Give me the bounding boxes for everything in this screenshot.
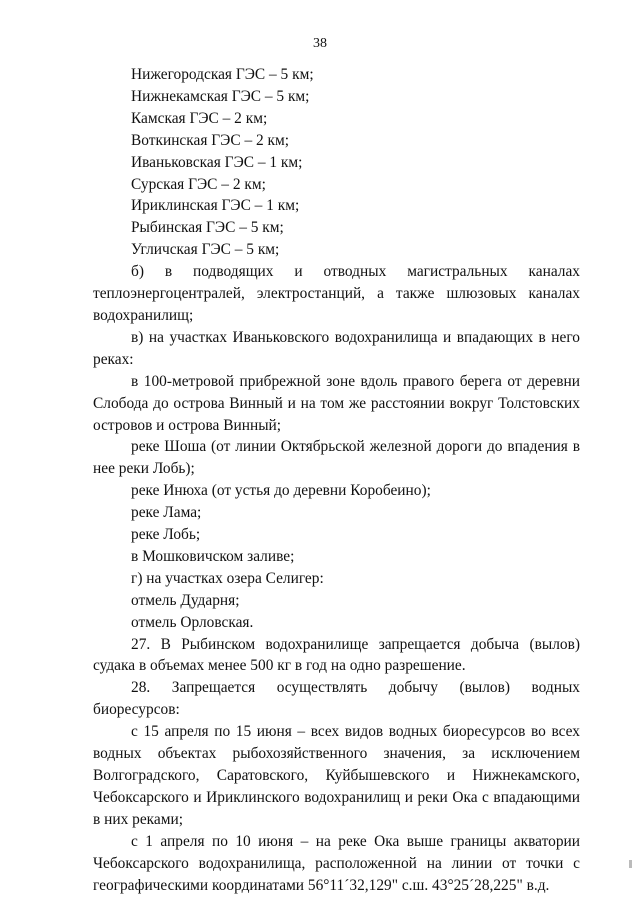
list-item: Нижегородская ГЭС – 5 км;: [131, 66, 314, 83]
paragraph-zone: в 100-метровой прибрежной зоне вдоль правого берега от деревни Слобода до острова Винный и на том же расстоянии вокруг Толстовских островов и острова Винный;: [93, 372, 580, 434]
document-body: [93, 64, 580, 896]
paragraph-28: 28. Запрещается осуществлять добычу (вылов) водных биоресурсов:: [93, 679, 580, 719]
paragraph-apr15: с 15 апреля по 15 июня – всех видов водных биоресурсов во всех водных объектах рыбохозяйственного значения, за исключением Волгоградского, Саратовского, Куйбышевского и Нижнекамского, Чебоксарского и Ириклинского водохранилищ и реки Ока с впадающими в них реками;: [93, 723, 580, 828]
list-item: отмель Дударня;: [131, 591, 240, 609]
paragraph-apr1: с 1 апреля по 10 июня – на реке Ока выше границы акватории Чебоксарского водохранилища, расположенной на линии от точки с географическими координатами 56°11´32,129" с.ш. 43°25´28,225" в.д.: [93, 832, 580, 894]
list-item: Нижнекамская ГЭС – 5 км;: [131, 87, 310, 105]
list-item: реке Лама;: [131, 504, 202, 522]
list-item: Воткинская ГЭС – 2 км;: [131, 131, 290, 149]
list-item: реке Инюха (от устья до деревни Коробеино);: [131, 482, 431, 500]
list-item: Угличская ГЭС – 5 км;: [131, 241, 280, 259]
paragraph-v: в) на участках Иваньковского водохранилища и впадающих в него реках:: [93, 328, 580, 368]
paragraph-27: 27. В Рыбинском водохранилище запрещается добыча (вылов) судака в объемах менее 500 кг в год на одно разрешение.: [93, 635, 580, 675]
scan-mark: [629, 860, 632, 868]
paragraph-b: б) в подводящих и отводных магистральных каналах теплоэнергоцентралей, электростанций, а также шлюзовых каналах водохранилищ;: [93, 263, 580, 324]
list-item: Сурская ГЭС – 2 км;: [131, 175, 266, 193]
list-item: Камская ГЭС – 2 км;: [131, 109, 268, 127]
list-item: реке Лобь;: [131, 526, 201, 544]
page-number: 38: [313, 36, 327, 51]
list-item: Иваньковская ГЭС – 1 км;: [131, 153, 303, 171]
list-item: Ириклинская ГЭС – 1 км;: [131, 197, 300, 215]
paragraph-g: г) на участках озера Селигер:: [131, 569, 324, 587]
list-item: Рыбинская ГЭС – 5 км;: [131, 219, 284, 237]
paragraph-shosha: реке Шоша (от линии Октябрьской железной дороги до впадения в нее реки Лобь);: [93, 438, 580, 478]
list-item: в Мошковичском заливе;: [131, 547, 295, 565]
list-item: отмель Орловская.: [131, 613, 254, 631]
